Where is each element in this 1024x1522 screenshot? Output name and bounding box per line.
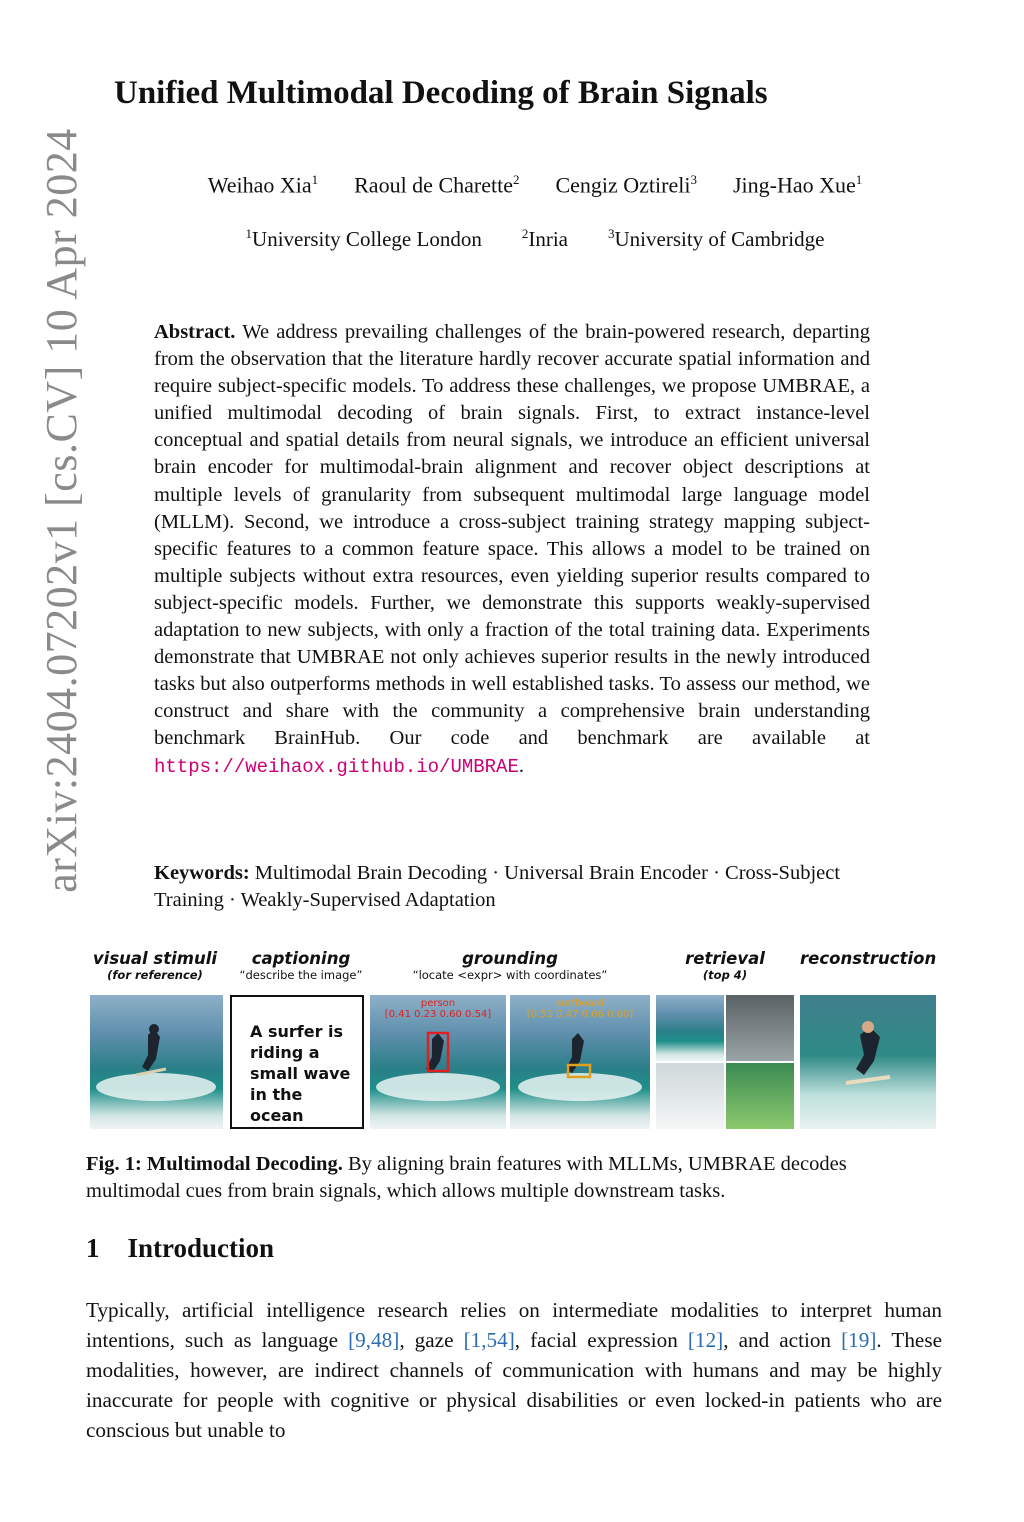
label-top-4: (top 4)	[702, 968, 748, 982]
figure-title: Multimodal Decoding.	[146, 1153, 343, 1175]
stimulus-image	[90, 995, 223, 1129]
caption-output-text: A surfer is riding a small wave in the ocean	[250, 1022, 351, 1125]
citation-link[interactable]: [12]	[687, 1328, 724, 1352]
section-heading	[86, 1233, 274, 1264]
section-number: 1	[86, 1233, 100, 1263]
figure-caption-text: By aligning brain features with MLLMs, UMBRAE decodes multimodal cues from brain signals, which allows multiple downstream tasks.	[86, 1153, 847, 1202]
surfboard-label: surfboard [0.51 0.47 0.66 0.60]	[526, 998, 634, 1020]
author: Cengiz Oztireli$^3$	[555, 172, 697, 198]
code-link[interactable]: https://weihaox.github.io/UMBRAE	[154, 755, 519, 778]
figure-1-caption	[86, 1151, 942, 1205]
author: Weihao Xia$^1$	[207, 172, 319, 198]
citation-link[interactable]: [19]	[841, 1328, 877, 1352]
retrieval-result-1	[656, 995, 724, 1061]
author-list	[60, 172, 1010, 198]
reconstructed-surfer	[800, 995, 936, 1129]
label-captioning: captioning	[251, 949, 351, 968]
author: Raoul de Charette$^2$	[354, 172, 520, 198]
label-for-reference: (for reference)	[107, 968, 203, 982]
intro-paragraph: Typically, artificial intelligence research relies on intermediate modalities to interpret human intentions, such as language [9,48], gaze [1,54], facial expression [12], and action [19]. These modalities, however, are indirect channels of communication with humans and may be highly inaccurate for people with cognitive or physical disabilities or even locked-in patients who are conscious but unable to	[86, 1298, 942, 1442]
citation-link[interactable]: [1,54]	[463, 1328, 515, 1352]
figure-label: Fig. 1:	[86, 1153, 142, 1175]
label-grounding: grounding	[462, 949, 558, 968]
keywords	[154, 860, 870, 914]
retrieval-grid	[656, 995, 794, 1129]
author: Jing-Hao Xue$^1$	[732, 172, 863, 198]
affiliation: $^3$University of Cambridge	[608, 226, 825, 251]
abstract: Abstract. We address prevailing challenges of the brain-powered research, departing from the observation that the literature hardly recover accurate spatial information and require subject-specific models. To address these challenges, we propose UMBRAE, a unified multimodal decoding of brain signals. First, to extract instance-level conceptual and spatial details from neural signals, we introduce an efficient universal brain encoder for multimodal-brain alignment and recover object descriptions at multiple levels of granularity from subsequent multimodal large language model (MLLM). Second, we introduce a cross-subject training strategy mapping subject-specific features to a common feature space. This allows a model to be trained on multiple subjects without extra resources, even yielding superior results compared to subject-specific models. Further, we demonstrate this supports weakly-supervised adaptation to new subjects, with only a fraction of the total training data. Experiments demonstrate that UMBRAE not only achieves superior results in the newly introduced tasks but also outperforms methods in well established tasks. To assess our method, we construct and share with the community a comprehensive brain understanding benchmark BrainHub. Our code and benchmark are available at https://weihaox.github.io/UMBRAE.	[154, 321, 870, 778]
affiliation-list	[60, 226, 1010, 252]
retrieval-result-2	[726, 995, 794, 1061]
reconstruction-image	[800, 995, 936, 1129]
abstract-label: Abstract.	[154, 321, 236, 343]
grounding-surfboard-image	[510, 995, 650, 1129]
label-locate-prompt: “locate <expr> with coordinates”	[412, 968, 608, 982]
label-retrieval: retrieval	[685, 949, 765, 968]
arxiv-id: arXiv:2404.07202v1 [cs.CV] 10 Apr 2024	[36, 127, 86, 893]
retrieval-result-4	[726, 1063, 794, 1129]
affiliation: $^2$Inria	[521, 226, 568, 251]
citation-link[interactable]: [9,48]	[348, 1328, 400, 1352]
label-reconstruction: reconstruction	[800, 949, 937, 968]
grounding-person-image	[370, 995, 506, 1129]
keywords-label: Keywords:	[154, 862, 250, 884]
retrieval-result-3	[656, 1063, 724, 1129]
affiliation: $^1$University College London	[245, 226, 482, 251]
abstract-text: We address prevailing challenges of the brain-powered research, departing from the observation that the literature hardly recover accurate spatial information and require subject-specific models. To address these challenges, we propose UMBRAE, a unified multimodal decoding of brain signals. First, to extract instance-level conceptual and spatial details from neural signals, we introduce an efficient universal brain encoder for multimodal-brain alignment and recover object descriptions at multiple levels of granularity from subsequent multimodal large language model (MLLM). Second, we introduce a cross-subject training strategy mapping subject-specific features to a common feature space. This allows a model to be trained on multiple subjects without extra resources, even yielding superior results compared to subject-specific models. Further, we demonstrate this supports weakly-supervised adaptation to new subjects, with only a fraction of the total training data. Experiments demonstrate that UMBRAE not only achieves superior results in the newly introduced tasks but also outperforms methods in well established tasks. To assess our method, we construct and share with the community a comprehensive brain understanding benchmark BrainHub. Our code and benchmark are available at	[154, 321, 870, 750]
section-title: Introduction	[127, 1233, 275, 1263]
caption-output-box	[230, 995, 364, 1129]
arxiv-sidebar-stamp	[30, 70, 92, 950]
paper-title: Unified Multimodal Decoding of Brain Signals	[114, 75, 768, 111]
label-describe-prompt: “describe the image”	[239, 968, 363, 982]
surfer-figure	[90, 995, 223, 1129]
keywords-text: Multimodal Brain Decoding · Universal Brain Encoder · Cross-Subject Training · Weakly-Supervised Adaptation	[154, 862, 841, 911]
label-visual-stimuli: visual stimuli	[92, 949, 218, 968]
person-label: person [0.41 0.23 0.60 0.54]	[384, 998, 492, 1020]
